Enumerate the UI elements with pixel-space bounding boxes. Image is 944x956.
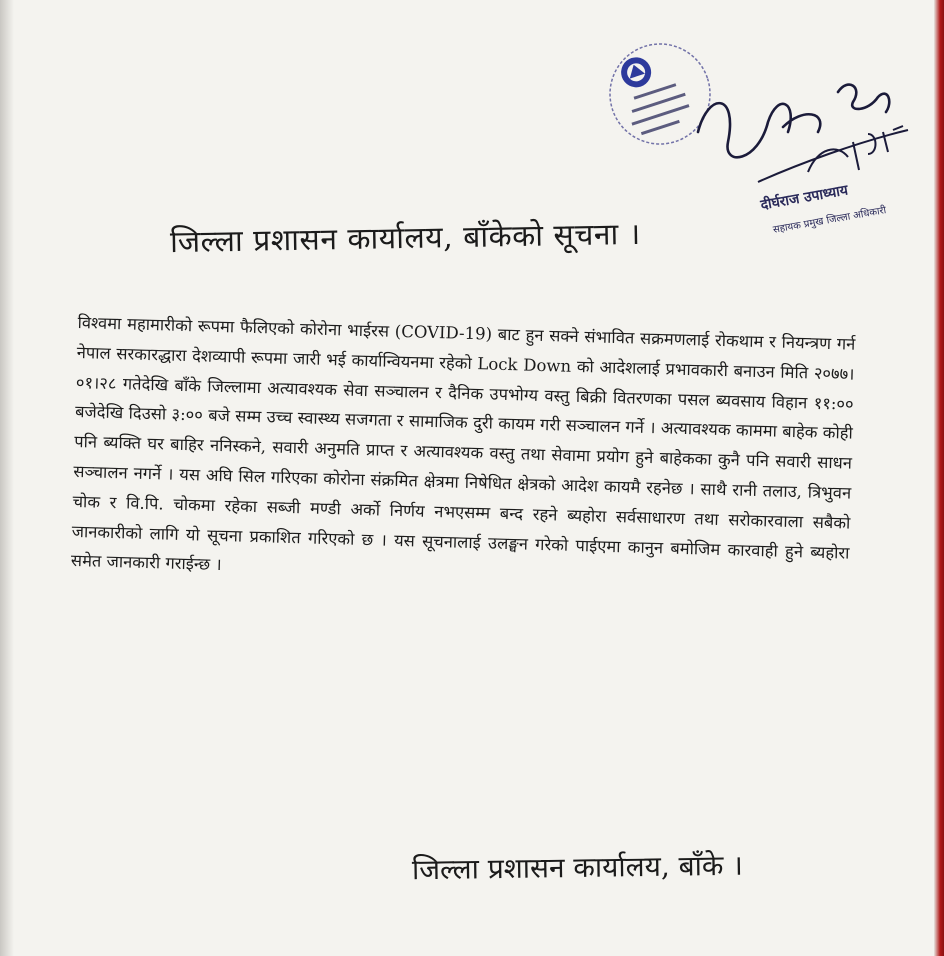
page-left-shadow [0, 0, 14, 956]
signature-scribble-icon [688, 72, 918, 192]
notice-title: जिल्ला प्रशासन कार्यालय, बाँकेको सूचना । [169, 216, 641, 261]
notice-footer-signoff: जिल्ला प्रशासन कार्यालय, बाँके । [411, 848, 744, 887]
notice-body: विश्वमा महामारीको रूपमा फैलिएको कोरोना भाईरस (COVID-19) बाट हुन सक्ने संभावित सक्रमणलाई रोकथाम र नियन्त्रण गर्न नेपाल सरकारद्धारा देशव्यापी रूपमा जारी भई कार्यान्वियनमा रहेको Lock Down को आदेशलाई प्रभावकारी बनाउन मिति २०७७।०१।२८ गतेदेखि बाँके जिल्लामा अत्यावश्यक सेवा सञ्चालन र दैनिक उपभोग्य वस्तु बिक्री वितरणका पसल ब्यवसाय विहान ११:०० बजेदेखि दिउसो ३:०० बजे सम्म उच्च स्वास्थ्य सजगता र सामाजिक दुरी कायम गरी सञ्चालन गर्ने । अत्यावश्यक काममा बाहेक कोही पनि ब्यक्ति घर बाहिर ननिस्कने, सवारी अनुमति प्राप्त र अत्यावश्यक वस्तु तथा सेवामा प्रयोग हुने बाहेकका कुनै पनि सवारी साधन सञ्चालन नगर्ने । यस अघि सिल गरिएका कोरोना संक्रमित क्षेत्रमा निषेधित क्षेत्रको आदेश कायमै रहनेछ । साथै रानी तलाउ, त्रिभुवन चोक र वि.पि. चोकमा रहेका सब्जी मण्डी अर्को निर्णय नभएसम्म बन्द रहने ब्यहोरा सर्वसाधारण तथा सरोकारवाला सबैको जानकारीको लागि यो सूचना प्रकाशित गरिएको छ । यस सूचनालाई उलङ्घन गरेको पाईएमा कानुन बमोजिम कारवाही हुने ब्यहोरा समेत जानकारी गराईन्छ । [70, 312, 856, 575]
official-name-stamp: दीर्घराज उपाध्याय [759, 182, 850, 214]
page-right-edge [934, 0, 944, 956]
handwritten-signature [688, 72, 918, 192]
official-title-stamp: सहायक प्रमुख जिल्ला अधिकारी [772, 205, 888, 236]
